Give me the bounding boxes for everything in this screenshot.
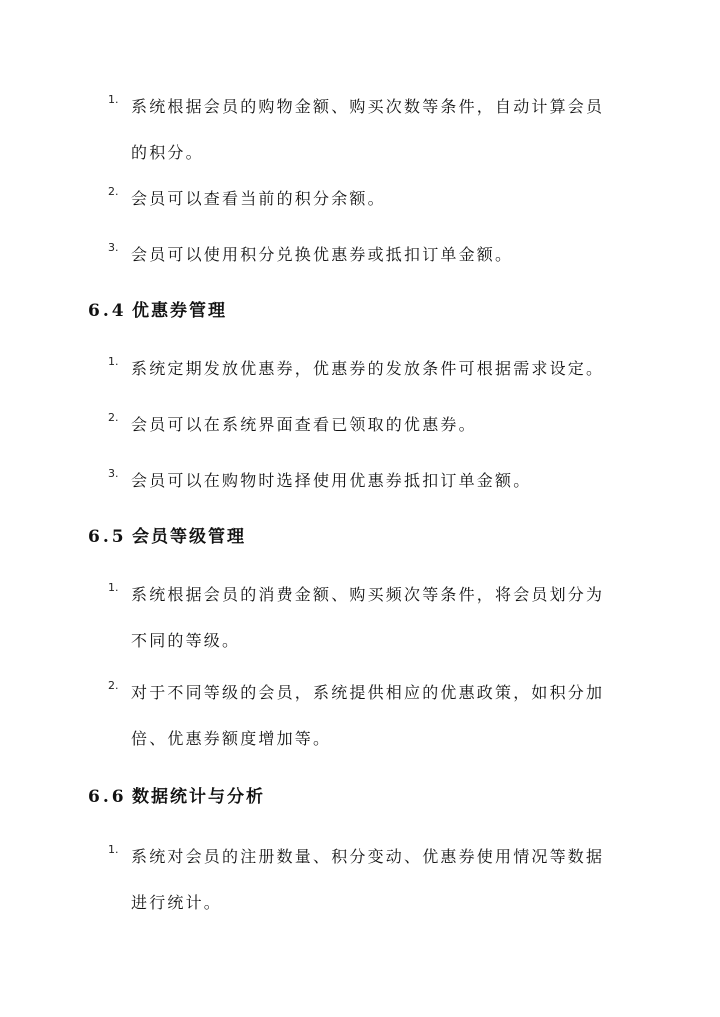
list-item-number: 1. bbox=[108, 843, 119, 856]
list-item-text bbox=[131, 84, 628, 176]
list-item-text bbox=[131, 834, 628, 926]
list-item-number: 2. bbox=[108, 679, 119, 692]
list-item-line: 系统定期发放优惠券，优惠券的发放条件可根据需求设定。 bbox=[131, 359, 605, 378]
section-number: 6.4 bbox=[88, 301, 127, 321]
list-item-line: 会员可以使用积分兑换优惠券或抵扣订单金额。 bbox=[131, 245, 514, 264]
list-item-line: 系统根据会员的消费金额、购买频次等条件，将会员划分为 bbox=[131, 585, 605, 604]
section-heading bbox=[88, 782, 628, 812]
list-item-number: 3. bbox=[108, 241, 119, 254]
list-item-line: 会员可以查看当前的积分余额。 bbox=[131, 189, 386, 208]
list-item-text bbox=[131, 402, 628, 448]
section-title: 数据统计与分析 bbox=[132, 787, 265, 807]
section-number: 6.6 bbox=[88, 787, 127, 807]
list-item-number: 2. bbox=[108, 411, 119, 424]
list-item-number: 1. bbox=[108, 93, 119, 106]
list-item-line: 对于不同等级的会员，系统提供相应的优惠政策，如积分加 bbox=[131, 683, 605, 702]
section-heading bbox=[88, 296, 628, 326]
section-heading bbox=[88, 522, 628, 552]
list-item-line: 系统根据会员的购物金额、购买次数等条件，自动计算会员 bbox=[131, 97, 605, 116]
list-item-text bbox=[131, 572, 628, 664]
list-item-number: 1. bbox=[108, 581, 119, 594]
list-item-text bbox=[131, 670, 628, 762]
list-item-number: 1. bbox=[108, 355, 119, 368]
list-item-line: 系统对会员的注册数量、积分变动、优惠券使用情况等数据 bbox=[131, 847, 605, 866]
list-item-line: 进行统计。 bbox=[131, 893, 223, 912]
list-item-text bbox=[131, 458, 628, 504]
list-item-line: 的积分。 bbox=[131, 143, 204, 162]
list-item-number: 3. bbox=[108, 467, 119, 480]
list-item-text bbox=[131, 346, 628, 392]
list-item-line: 会员可以在系统界面查看已领取的优惠券。 bbox=[131, 415, 477, 434]
list-item-text bbox=[131, 232, 628, 278]
section-title: 会员等级管理 bbox=[132, 527, 246, 547]
list-item-line: 会员可以在购物时选择使用优惠券抵扣订单金额。 bbox=[131, 471, 532, 490]
section-title: 优惠券管理 bbox=[132, 301, 227, 321]
list-item-text bbox=[131, 176, 628, 222]
section-number: 6.5 bbox=[88, 527, 127, 547]
list-item-line: 不同的等级。 bbox=[131, 631, 241, 650]
list-item-number: 2. bbox=[108, 185, 119, 198]
list-item-line: 倍、优惠券额度增加等。 bbox=[131, 729, 332, 748]
